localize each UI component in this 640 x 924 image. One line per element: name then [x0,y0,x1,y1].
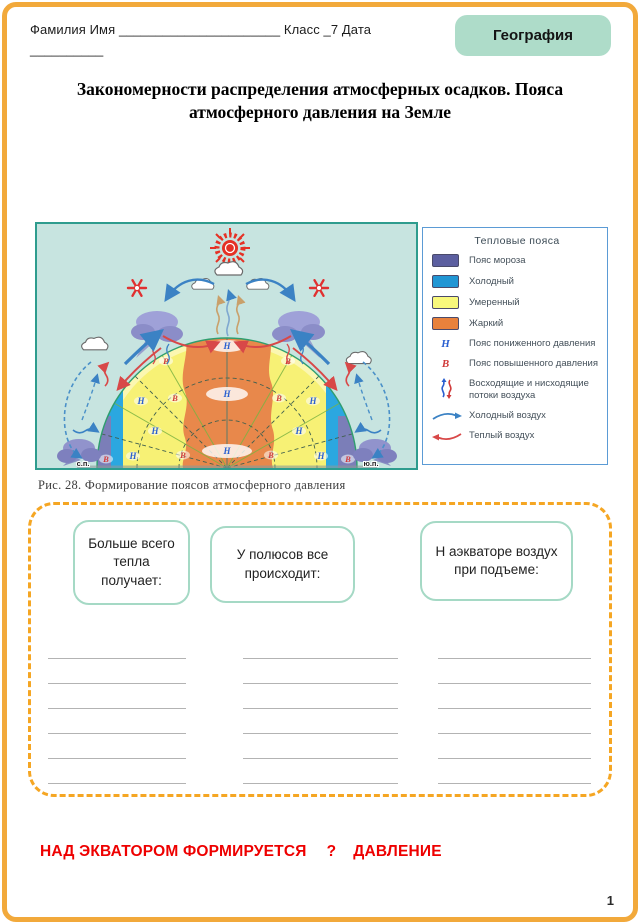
answer-line [48,659,186,684]
question-part-2: ДАВЛЕНИЕ [353,843,442,860]
svg-text:В: В [285,356,291,366]
answer-line [438,684,591,709]
updraft-downdraft-icon [432,378,462,399]
svg-text:В: В [172,393,178,403]
svg-text:Н: Н [317,451,325,461]
high-pressure-letter: В [441,358,450,370]
answer-line [48,709,186,734]
legend-item-temperate: Умеренный [432,296,602,309]
legend-item-cold: Холодный [432,275,602,288]
legend-item-hot: Жаркий [432,317,602,330]
svg-text:Н: Н [309,396,317,406]
answer-line [243,759,398,784]
answer-line [438,759,591,784]
pressure-belts-diagram [35,222,418,470]
answer-line [438,709,591,734]
answer-line [243,734,398,759]
svg-text:Н: Н [223,341,231,351]
north-pole-label: с.п. [76,459,90,468]
answer-line [243,634,398,659]
diagram-legend [422,227,608,465]
question-text [40,843,442,861]
answer-box-heat: Больше всего тепла получает: [73,520,190,605]
answer-line [438,659,591,684]
svg-text:В: В [345,454,351,464]
answer-line [438,634,591,659]
name-line-2: __________ [30,42,104,58]
hot-belt-swatch [432,317,459,330]
temperate-belt-swatch [432,296,459,309]
svg-text:В: В [180,450,186,460]
svg-text:Н: Н [295,426,303,436]
frost-belt-swatch [432,254,459,267]
answer-line [243,684,398,709]
name-class-date-line [30,20,440,60]
answer-line [48,684,186,709]
svg-text:В: В [276,393,282,403]
south-pole-label: ю.п. [363,459,379,468]
legend-title: Тепловые пояса [474,235,560,247]
answer-line [243,709,398,734]
svg-text:В: В [268,450,274,460]
legend-item-frost: Пояс мороза [432,254,602,267]
legend-item-low-pressure: Н Пояс пониженного давления [432,338,602,350]
answer-box-equator: Н аэкваторе воздух при подъеме: [420,521,573,601]
svg-text:Н: Н [129,451,137,461]
answer-line [48,759,186,784]
figure-caption: Рис. 28. Формирование поясов атмосферного давления [38,478,346,492]
cold-belt-swatch [432,275,459,288]
answer-lines-column-3 [438,634,591,784]
svg-text:В: В [163,356,169,366]
figure [35,222,608,470]
legend-item-high-pressure: В Пояс повышенного давления [432,358,602,370]
answer-lines-column-1 [48,634,186,784]
legend-item-updrafts: Восходящие и нисходящие потоки воздуха [432,378,602,402]
svg-text:Н: Н [223,389,231,399]
page-number: 1 [606,893,614,908]
answer-lines-column-2 [243,634,398,784]
surface-strip [77,466,377,469]
worksheet-area [28,502,612,797]
svg-text:Н: Н [137,396,145,406]
subject-badge: География [455,15,611,56]
svg-text:В: В [103,454,109,464]
cold-air-arrow-icon [432,410,462,422]
low-pressure-letter: Н [441,338,450,350]
question-part-1: НАД ЭКВАТОРОМ ФОРМИРУЕТСЯ [40,843,307,860]
question-mark: ? [326,843,337,860]
warm-air-arrow-icon [432,430,462,442]
answer-line [438,734,591,759]
name-line-1: Фамилия Имя ______________________ Класс _7 Дата [30,22,372,37]
answer-line [48,634,186,659]
legend-item-warm-air: Теплый воздух [432,430,602,442]
svg-text:Н: Н [223,446,231,456]
answer-line [243,659,398,684]
answer-line [48,734,186,759]
diagram-canvas [37,224,416,468]
legend-item-cold-air: Холодный воздух [432,410,602,422]
svg-text:Н: Н [151,426,159,436]
page-title: Закономерности распределения атмосферных осадков. Пояса атмосферного давления на Земле [76,79,564,123]
answer-box-poles: У полюсов все происходит: [210,526,355,603]
